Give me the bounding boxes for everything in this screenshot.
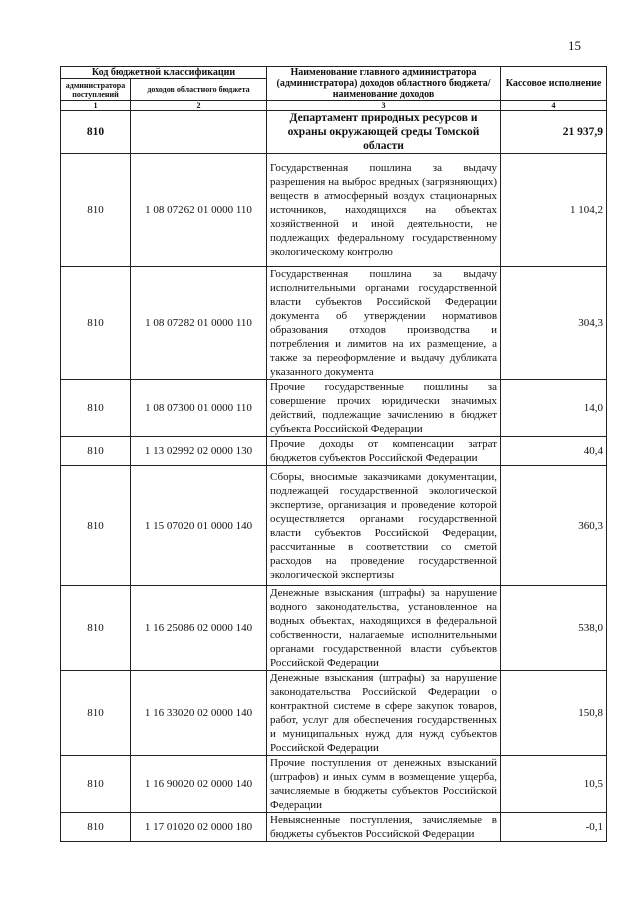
income-name: Невыясненные поступления, зачисляемые в бюджеты субъектов Российской Федерации (267, 813, 501, 842)
column-number: 2 (131, 101, 267, 111)
income-column-header: доходов областного бюджета (131, 79, 267, 101)
execution-amount: 1 104,2 (501, 154, 607, 267)
income-name: Прочие государственные пошлины за совершение прочих юридически значимых действий, подлежащие зачислению в бюджет субъекта Российской Федерации (267, 380, 501, 437)
table-row (61, 437, 607, 466)
execution-amount: 360,3 (501, 466, 607, 586)
table-row (61, 466, 607, 586)
income-code: 1 16 33020 02 0000 140 (131, 671, 267, 756)
income-name: Сборы, вносимые заказчиками документации, подлежащей государственной экологической экспертизе, организация и проведение которой осуществляется органами государственной власти субъектов Российской Федерации, рассчитанные в соответствии со сметой расходов на проведение государственной экологической экспертизы (267, 466, 501, 586)
table-row (61, 154, 607, 267)
execution-amount: 14,0 (501, 380, 607, 437)
admin-code: 810 (61, 380, 131, 437)
execution-amount: 10,5 (501, 756, 607, 813)
income-code: 1 08 07262 01 0000 110 (131, 154, 267, 267)
income-code: 1 16 90020 02 0000 140 (131, 756, 267, 813)
department-amount: 21 937,9 (501, 111, 607, 154)
admin-code: 810 (61, 586, 131, 671)
table-row (61, 586, 607, 671)
admin-code: 810 (61, 267, 131, 380)
income-name: Государственная пошлина за выдачу разрешения на выброс вредных (загрязняющих) веществ в атмосферный воздух стационарных источников, находящихся на объектах хозяйственной и иной деятельности, не подлежащих федеральному государственному экологическому контролю (267, 154, 501, 267)
column-number: 1 (61, 101, 131, 111)
income-code: 1 15 07020 01 0000 140 (131, 466, 267, 586)
admin-code: 810 (61, 466, 131, 586)
admin-code: 810 (61, 437, 131, 466)
income-code: 1 08 07282 01 0000 110 (131, 267, 267, 380)
income-name: Денежные взыскания (штрафы) за нарушение законодательства Российской Федерации о контрактной системе в сфере закупок товаров, работ, услуг для обеспечения государственных и муниципальных нужд для нужд субъектов Российской Федерации (267, 671, 501, 756)
income-name: Государственная пошлина за выдачу исполнительными органами государственной власти субъектов Российской Федерации документа об утверждении нормативов образования отходов производства и потребления и лимитов на их размещение, а также за переоформление и выдачу дубликата указанного документа (267, 267, 501, 380)
execution-amount: 40,4 (501, 437, 607, 466)
table-header (61, 67, 607, 111)
admin-code: 810 (61, 154, 131, 267)
execution-amount: 150,8 (501, 671, 607, 756)
income-code: 1 16 25086 02 0000 140 (131, 586, 267, 671)
admin-column-header: администратора поступлений (61, 79, 131, 101)
table-row (61, 671, 607, 756)
income-code: 1 17 01020 02 0000 180 (131, 813, 267, 842)
table-row (61, 813, 607, 842)
admin-code: 810 (61, 756, 131, 813)
department-admin-code: 810 (61, 111, 131, 154)
execution-amount: -0,1 (501, 813, 607, 842)
department-row (61, 111, 607, 154)
amount-column-header: Кассовое исполнение (501, 67, 607, 101)
execution-amount: 538,0 (501, 586, 607, 671)
execution-amount: 304,3 (501, 267, 607, 380)
page-number: 15 (568, 38, 581, 53)
income-code: 1 13 02992 02 0000 130 (131, 437, 267, 466)
admin-code: 810 (61, 671, 131, 756)
budget-table (60, 66, 607, 842)
income-name: Прочие доходы от компенсации затрат бюджетов субъектов Российской Федерации (267, 437, 501, 466)
income-name: Денежные взыскания (штрафы) за нарушение водного законодательства, установленное на водных объектах, находящихся в федеральной собственности, налагаемые исполнительными органами государственной власти субъектов Российской Федерации (267, 586, 501, 671)
income-code: 1 08 07300 01 0000 110 (131, 380, 267, 437)
table-row (61, 380, 607, 437)
code-group-header: Код бюджетной классификации (61, 67, 267, 79)
admin-code: 810 (61, 813, 131, 842)
table-row (61, 267, 607, 380)
income-name: Прочие поступления от денежных взысканий (штрафов) и иных сумм в возмещение ущерба, зачисляемые в бюджеты субъектов Российской Федерации (267, 756, 501, 813)
table-row (61, 756, 607, 813)
column-number: 3 (267, 101, 501, 111)
name-column-header: Наименование главного администратора (администратора) доходов областного бюджета/ наименование доходов (267, 67, 501, 101)
department-income-code (131, 111, 267, 154)
department-name: Департамент природных ресурсов и охраны окружающей среды Томской области (267, 111, 501, 154)
column-number: 4 (501, 101, 607, 111)
